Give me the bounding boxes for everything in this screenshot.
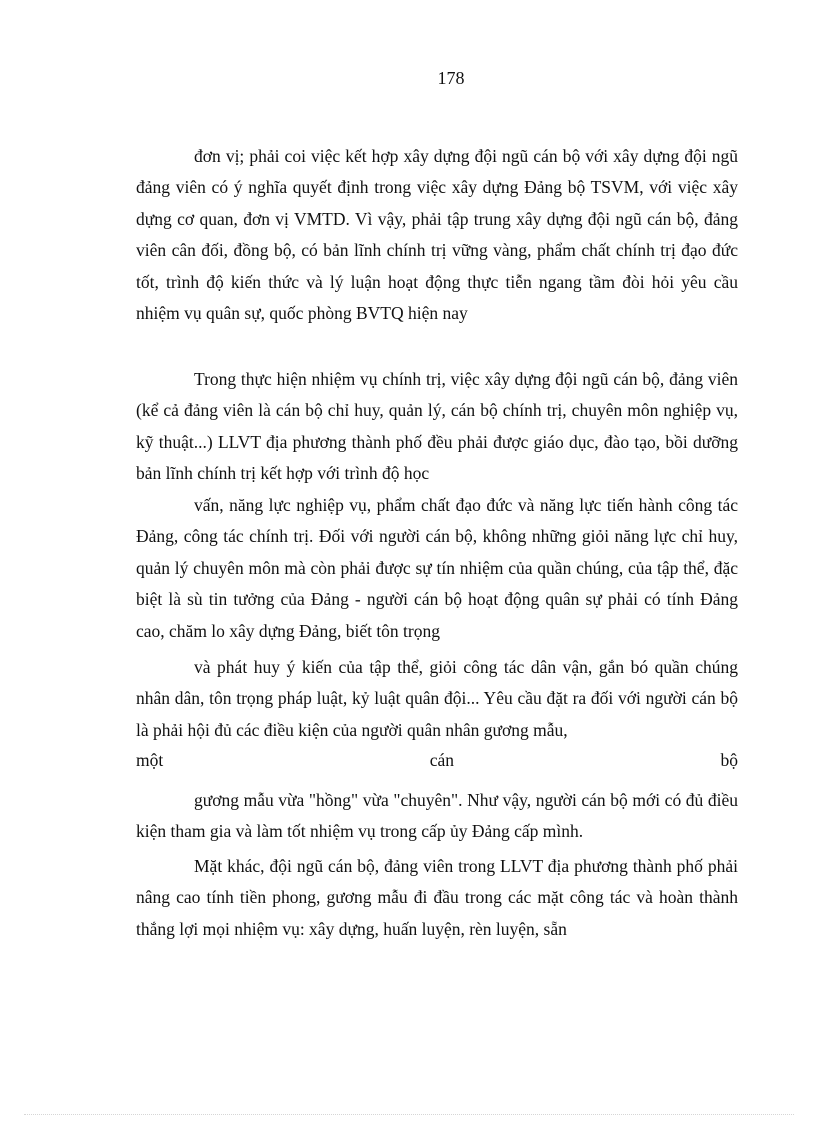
paragraph-2: Trong thực hiện nhiệm vụ chính trị, việc xây dựng đội ngũ cán bộ, đảng viên (kể cả đảng viên là cán bộ chỉ huy, quản lý, cán bộ chính trị, chuyên môn nghiệp vụ, kỹ thuật...) LLVT địa phương thành phố đều phải được giáo dục, đào tạo, bồi dưỡng bản lĩnh chính trị kết hợp với trình độ học	[136, 369, 738, 484]
paragraph-3: vấn, năng lực nghiệp vụ, phẩm chất đạo đức và năng lực tiến hành công tác Đảng, công tác chính trị. Đối với người cán bộ, không những giỏi năng lực chỉ huy, quản lý chuyên môn mà còn phải được sự tín nhiệm của quần chúng, của tập thể, đặc biệt là sù tin tưởng của Đảng - người cán bộ hoạt động quân sự phải có tính Đảng cao, chăm lo xây dựng Đảng, biết tôn trọng	[136, 495, 738, 641]
paragraph-5: gương mẫu vừa "hồng" vừa "chuyên". Như vậy, người cán bộ mới có đủ điều kiện tham gia và làm tốt nhiệm vụ trong cấp ủy Đảng cấp mình.	[136, 790, 738, 842]
spread-word-2: cán	[429, 750, 455, 770]
page-number: 178	[437, 68, 465, 88]
footer-dotted-rule	[24, 1114, 794, 1115]
paragraph-6: Mặt khác, đội ngũ cán bộ, đảng viên trong LLVT địa phương thành phố phải nâng cao tính tiền phong, gương mẫu đi đầu trong các mặt công tác và hoàn thành thắng lợi mọi nhiệm vụ: xây dựng, huấn luyện, rèn luyện, sẵn	[136, 856, 738, 939]
spread-word-3: bộ	[720, 750, 738, 770]
paragraph-4: và phát huy ý kiến của tập thể, giỏi công tác dân vận, gắn bó quần chúng nhân dân, tôn trọng pháp luật, kỷ luật quân đội... Yêu cầu đặt ra đối với người cán bộ là phải hội đủ các điều kiện của người quân nhân gương mẫu,	[136, 657, 738, 740]
spread-word-1: một	[136, 750, 164, 770]
spread-line	[136, 745, 738, 776]
paragraph-1: đơn vị; phải coi việc kết hợp xây dựng đội ngũ cán bộ với xây dựng đội ngũ đảng viên có ý nghĩa quyết định trong việc xây dựng Đảng bộ TSVM, với việc xây dựng cơ quan, đơn vị VMTD. Vì vậy, phải tập trung xây dựng đội ngũ cán bộ, đảng viên cân đối, đồng bộ, có bản lĩnh chính trị vững vàng, phẩm chất chính trị đạo đức tốt, trình độ kiến thức và lý luận hoạt động thực tiễn ngang tầm đòi hỏi yêu cầu nhiệm vụ quân sự, quốc phòng BVTQ hiện nay	[136, 146, 738, 324]
